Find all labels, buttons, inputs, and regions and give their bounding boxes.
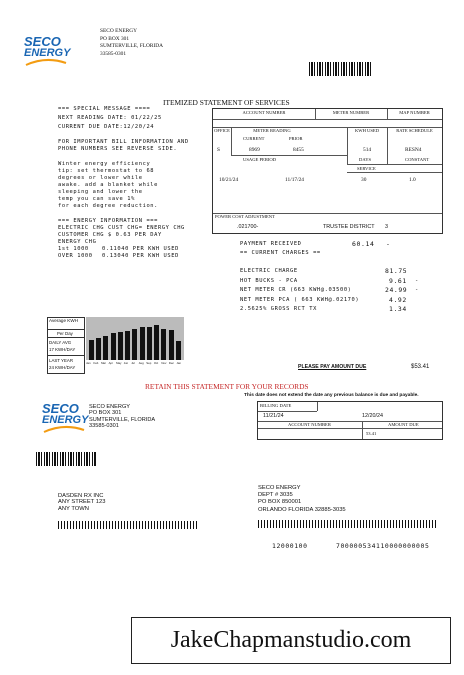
scanline-left: 12000100 (272, 542, 308, 550)
current-reading: 8969 (249, 147, 260, 153)
statement-title: ITEMIZED STATEMENT OF SERVICES (163, 98, 290, 107)
usage-bar-label: Apr (108, 361, 113, 365)
logo-swoosh-icon (24, 58, 68, 68)
logo-swoosh-icon (42, 425, 86, 435)
trustee-district-value: 3 (385, 224, 388, 230)
usage-bar-label: Jan (176, 361, 181, 365)
usage-bar (147, 327, 152, 360)
stub-barcode (36, 452, 96, 466)
watermark-box (131, 617, 451, 664)
retain-statement-text: RETAIN THIS STATEMENT FOR YOUR RECORDS (145, 382, 309, 391)
usage-bar-label: Feb (93, 361, 99, 365)
constant-value: 1.0 (409, 177, 416, 183)
usage-bar (161, 329, 166, 360)
usage-bar (125, 331, 130, 360)
payment-received-label: PAYMENT RECEIVED (240, 241, 302, 247)
prior-reading: 8455 (293, 147, 304, 153)
usage-bar-label: Jun (123, 361, 129, 365)
list-item: ELECTRIC CHARGE 81.75 (240, 267, 408, 275)
rate-schedule: RESN4 (405, 147, 422, 153)
special-message-block: === SPECIAL MESSAGE ==== NEXT READING DATE: 01/22/25 CURRENT DUE DATE:12/20/24 FOR IMPORTANT BILL INFORMATION AND PHONE NUMBERS SEE REVERSE SIDE. Winter energy efficiency tip: set thermostat to 68 degrees or lower while awake. add a blanket while sleeping and lower the temp you can save 1% for each degree reduction. === ENERGY INFORMATION === ELECTRIC CHG CUST CHG= ENERGY CHG CUSTOMER CHG $ 0.63 PER DAY ENERGY CHG 1st 1000 0.11040 PER KWH USED OVER 1000 0.13040 PER KWH USED (58, 106, 189, 259)
usage-bar-label: Mar (101, 361, 106, 365)
payment-received-value: 60.14 (352, 240, 375, 248)
usage-bar-label: Sep (146, 361, 152, 365)
usage-bar (89, 340, 94, 360)
customer-address: DASDEN RX INC ANY STREET 123 ANY TOWN (58, 493, 106, 512)
usage-bar-label: Jul (131, 361, 135, 365)
usage-chart-categories (86, 361, 184, 367)
watermark-text: JakeChapmanstudio.com (170, 627, 412, 653)
daily-avg-box: DAILY AVG 17 KWH/DAY (47, 338, 85, 356)
due-note: This date does not extend the date any previous balance is due and payable. (244, 393, 419, 398)
customer-postal-barcode (58, 521, 198, 529)
usage-chart (86, 317, 184, 360)
usage-bar (169, 330, 174, 360)
last-year-box: LAST YEAR 24 KWH/DAY (47, 356, 85, 374)
billing-date: 11/21/24 (263, 413, 284, 419)
barcode (309, 62, 371, 76)
remit-postal-barcode (258, 520, 438, 528)
company-address: SECO ENERGY PO BOX 301 SUMTERVILLE, FLORIDA 33585-0301 (100, 28, 164, 57)
list-item: 2.5625% GROSS RCT TX 1.34 (240, 305, 407, 313)
seco-energy-logo-stub: SECO ENERGY (42, 403, 86, 437)
usage-bar (140, 327, 145, 360)
period-to: 11/17/24 (285, 177, 304, 183)
period-from: 10/21/24 (219, 177, 239, 183)
avg-kwh-label: Average KWH (47, 317, 85, 330)
usage-bar-label: May (116, 361, 122, 365)
amount-due-value: $53.41 (411, 364, 430, 370)
stub-table: BILLING DATE 11/21/24 12/20/24 ACCOUNT NUMBER AMOUNT DUE 53.41 (257, 401, 443, 440)
usage-bar-label: Oct (153, 361, 159, 365)
charges-list (240, 268, 440, 316)
usage-bar (96, 338, 101, 360)
usage-bar-label: Jan (86, 361, 91, 365)
due-date: 12/20/24 (362, 413, 383, 419)
usage-bar (103, 336, 108, 361)
office-value: S (217, 147, 220, 153)
list-item: NET METER CR (663 KWH@.03500) 24.99 - (240, 286, 419, 294)
meter-number-header: METER NUMBER (332, 110, 370, 115)
map-number-header: MAP NUMBER (399, 110, 430, 115)
usage-bar (111, 333, 116, 360)
seco-energy-logo: SECO ENERGY (24, 36, 68, 70)
usage-bar (132, 329, 137, 360)
remit-address: SECO ENERGY DEPT # 3035 PO BOX 850001 ORLANDO FLORIDA 32885-3035 (258, 485, 346, 513)
usage-bar-label: Dec (168, 361, 174, 365)
list-item: NET METER PCA ( 663 KWH@.02170) 4.92 (240, 295, 407, 304)
usage-bar (118, 332, 123, 360)
usage-bar (176, 341, 181, 360)
list-item: HOT BUCKS - PCA 9.61 - (240, 276, 419, 285)
kwh-used: 514 (363, 147, 372, 153)
account-table: ACCOUNT NUMBER METER NUMBER MAP NUMBER OFFICE METER READING KWH USED RATE SCHEDULE CURRENT PRIOR S 8969 8455 514 RESN4 USAGE PERIOD DAYS CONSTANT SERVICE 10/21/24 11/17/24 30 1.0 POWER COST ADJUSTMENT .021700- TRUSTEE DISTRICT 3 (212, 108, 443, 234)
power-cost-value: .021700- (237, 224, 259, 230)
usage-bar-label: Aug (138, 361, 144, 365)
trustee-district-label: TRUSTEE DISTRICT (323, 224, 375, 230)
current-charges-header: == CURRENT CHARGES == (240, 250, 321, 256)
usage-bar-label: Nov (161, 361, 167, 365)
please-pay-label: PLEASE PAY AMOUNT DUE (298, 364, 367, 370)
stub-company-address: SECO ENERGY PO BOX 301 SUMTERVILLE, FLORIDA 33585-0301 (89, 404, 156, 430)
scanline-right: 700000534110000000005 (336, 542, 430, 550)
usage-bar (154, 325, 159, 360)
stub-amount-due: 53.41 (366, 431, 377, 436)
account-number-header: ACCOUNT NUMBER (242, 110, 286, 115)
service-days: 30 (361, 177, 367, 183)
